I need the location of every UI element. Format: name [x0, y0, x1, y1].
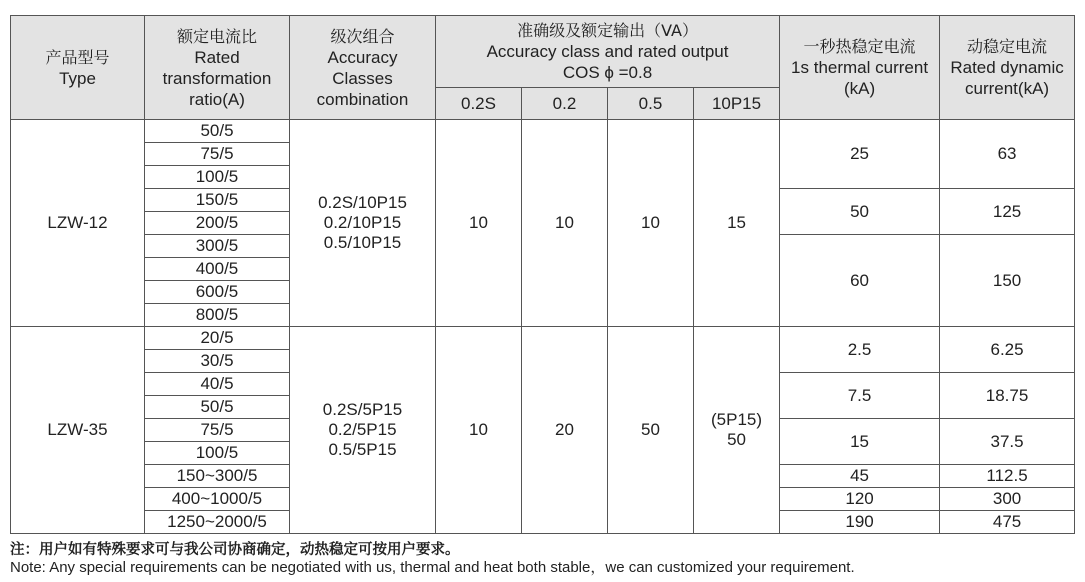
ratio-cell: 600/5 [145, 281, 290, 304]
dynamic-cell: 300 [940, 488, 1075, 511]
output-cell: 15 [694, 120, 780, 327]
header-type: 产品型号 Type [11, 16, 145, 120]
thermal-cell: 50 [780, 189, 940, 235]
ratio-cell: 100/5 [145, 166, 290, 189]
classes-cell: 0.2S/10P15 0.2/10P15 0.5/10P15 [290, 120, 436, 327]
ratio-cell: 800/5 [145, 304, 290, 327]
thermal-cell: 120 [780, 488, 940, 511]
dynamic-cell: 37.5 [940, 419, 1075, 465]
notes [10, 541, 855, 577]
output-cell: 20 [522, 327, 608, 534]
type-cell: LZW-12 [11, 120, 145, 327]
ratio-cell: 200/5 [145, 212, 290, 235]
header-class-0-2: 0.2 [522, 88, 608, 120]
output-cell: 10 [522, 120, 608, 327]
header-class-0-2s: 0.2S [436, 88, 522, 120]
ratio-cell: 50/5 [145, 120, 290, 143]
header-class-0-5: 0.5 [608, 88, 694, 120]
note-chinese: 注：用户如有特殊要求可与我公司协商确定，动热稳定可按用户要求。 [10, 542, 460, 558]
ratio-cell: 300/5 [145, 235, 290, 258]
ratio-cell: 50/5 [145, 396, 290, 419]
output-cell: (5P15) 50 [694, 327, 780, 534]
header-thermal-current: 一秒热稳定电流 1s thermal current (kA) [780, 16, 940, 120]
ratio-cell: 75/5 [145, 419, 290, 442]
ratio-cell: 75/5 [145, 143, 290, 166]
header-accuracy-classes: 级次组合 Accuracy Classes combination [290, 16, 436, 120]
header-dynamic-current: 动稳定电流 Rated dynamic current(kA) [940, 16, 1075, 120]
output-cell: 10 [436, 327, 522, 534]
type-cell: LZW-35 [11, 327, 145, 534]
dynamic-cell: 63 [940, 120, 1075, 189]
thermal-cell: 2.5 [780, 327, 940, 373]
thermal-cell: 25 [780, 120, 940, 189]
ratio-cell: 20/5 [145, 327, 290, 350]
dynamic-cell: 125 [940, 189, 1075, 235]
thermal-cell: 7.5 [780, 373, 940, 419]
classes-cell: 0.2S/5P15 0.2/5P15 0.5/5P15 [290, 327, 436, 534]
note-english: Note: Any special requirements can be negotiated with us, thermal and heat both stable，we can customized your requirement. [10, 559, 855, 576]
header-class-10p15: 10P15 [694, 88, 780, 120]
header-accuracy-output: 准确级及额定输出（VA） Accuracy class and rated output COS ϕ =0.8 [436, 16, 780, 88]
dynamic-cell: 6.25 [940, 327, 1075, 373]
ratio-cell: 400~1000/5 [145, 488, 290, 511]
ratio-cell: 30/5 [145, 350, 290, 373]
ratio-cell: 150~300/5 [145, 465, 290, 488]
output-cell: 10 [608, 120, 694, 327]
ratio-cell: 1250~2000/5 [145, 511, 290, 534]
dynamic-cell: 150 [940, 235, 1075, 327]
dynamic-cell: 112.5 [940, 465, 1075, 488]
dynamic-cell: 18.75 [940, 373, 1075, 419]
ratio-cell: 400/5 [145, 258, 290, 281]
ratio-cell: 100/5 [145, 442, 290, 465]
ratio-cell: 150/5 [145, 189, 290, 212]
specification-table [10, 15, 1075, 534]
dynamic-cell: 475 [940, 511, 1075, 534]
output-cell: 50 [608, 327, 694, 534]
thermal-cell: 60 [780, 235, 940, 327]
header-rated-ratio: 额定电流比 Rated transformation ratio(A) [145, 16, 290, 120]
output-cell: 10 [436, 120, 522, 327]
thermal-cell: 15 [780, 419, 940, 465]
thermal-cell: 190 [780, 511, 940, 534]
ratio-cell: 40/5 [145, 373, 290, 396]
thermal-cell: 45 [780, 465, 940, 488]
